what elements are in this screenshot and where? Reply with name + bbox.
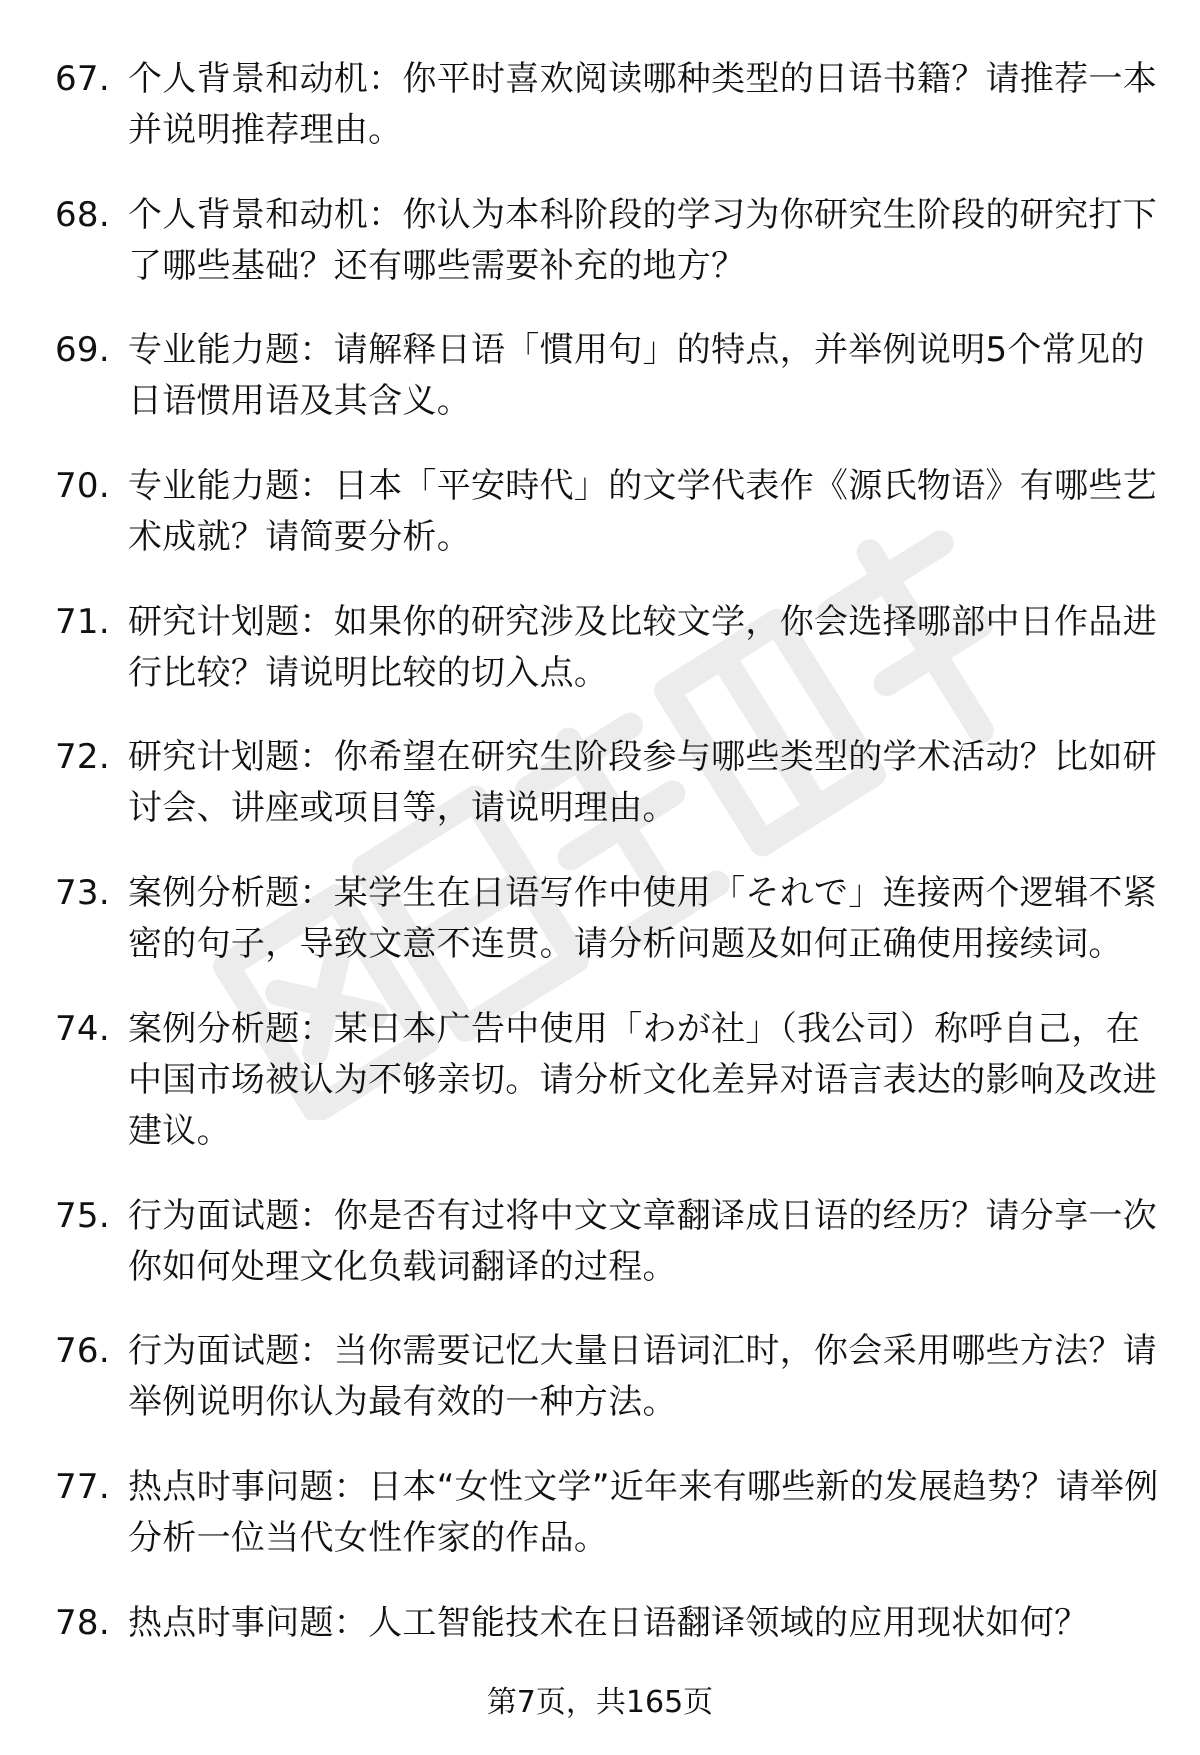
question-text: 个人背景和动机：你平时喜欢阅读哪种类型的日语书籍？请推荐一本并说明推荐理由。: [128, 59, 1157, 150]
question-number: 72.: [55, 737, 110, 778]
question-list: [0, 54, 1200, 1682]
question-item: [0, 1004, 1200, 1157]
question-number: 78.: [55, 1602, 110, 1643]
question-text: 行为面试题：你是否有过将中文文章翻译成日语的经历？请分享一次你如何处理文化负载词翻译的过程。: [128, 1195, 1157, 1287]
question-number: 77.: [55, 1466, 110, 1507]
question-text: 研究计划题：你希望在研究生阶段参与哪些类型的学术活动？比如研讨会、讲座或项目等，请说明理由。: [128, 737, 1157, 829]
question-text: 个人背景和动机：你认为本科阶段的学习为你研究生阶段的研究打下了哪些基础？还有哪些需要补充的地方？: [128, 194, 1157, 286]
question-item: [0, 1462, 1200, 1564]
question-item: [0, 325, 1200, 427]
question-text: 行为面试题：当你需要记忆大量日语词汇时，你会采用哪些方法？请举例说明你认为最有效的一种方法。: [128, 1331, 1157, 1423]
question-number: 73.: [55, 873, 110, 914]
question-text: 案例分析题：某日本广告中使用「わが社」（我公司）称呼自己，在中国市场被认为不够亲切。请分析文化差异对语言表达的影响及改进建议。: [128, 1008, 1157, 1151]
question-item: [0, 461, 1200, 563]
question-item: [0, 868, 1200, 970]
question-text: 专业能力题：请解释日语「慣用句」的特点，并举例说明5个常见的日语惯用语及其含义。: [128, 330, 1145, 422]
question-number: 76.: [55, 1331, 110, 1372]
question-text: 专业能力题：日本「平安時代」的文学代表作《源氏物语》有哪些艺术成就？请简要分析。: [128, 466, 1157, 558]
question-item: [0, 732, 1200, 834]
question-number: 75.: [55, 1195, 110, 1236]
page-footer: 第7页，共165页: [486, 1685, 714, 1720]
question-item: [0, 54, 1200, 156]
question-number: 71.: [55, 601, 110, 642]
question-number: 68.: [55, 194, 110, 235]
question-number: 67.: [55, 59, 110, 99]
question-number: 69.: [55, 330, 110, 371]
question-item: [0, 1598, 1200, 1649]
question-item: [0, 597, 1200, 699]
question-item: [0, 1326, 1200, 1428]
question-item: [0, 190, 1200, 292]
question-number: 70.: [55, 466, 110, 507]
question-number: 74.: [55, 1008, 110, 1049]
question-text: 热点时事问题：人工智能技术在日语翻译领域的应用现状如何？: [128, 1602, 1089, 1643]
question-text: 案例分析题：某学生在日语写作中使用「それで」连接两个逻辑不紧密的句子，导致文意不连贯。请分析问题及如何正确使用接续词。: [128, 873, 1157, 965]
question-text: 研究计划题：如果你的研究涉及比较文学，你会选择哪部中日作品进行比较？请说明比较的切入点。: [128, 601, 1157, 693]
question-item: [0, 1191, 1200, 1293]
question-text: 热点时事问题：日本“女性文学”近年来有哪些新的发展趋势？请举例分析一位当代女性作家的作品。: [128, 1466, 1159, 1558]
